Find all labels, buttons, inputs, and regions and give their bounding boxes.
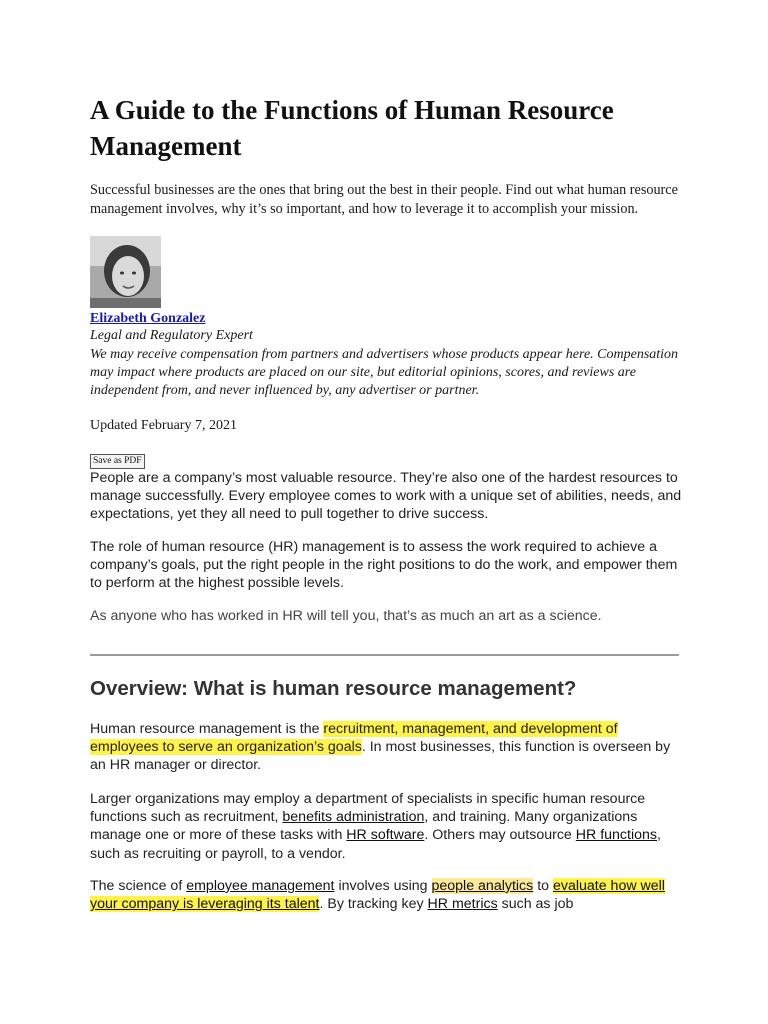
save-as-pdf-button[interactable]: Save as PDF (90, 454, 145, 469)
overview-paragraph-3 (90, 877, 682, 913)
employee-management-link[interactable]: employee management (186, 878, 335, 894)
p6-text-c: to (533, 878, 553, 894)
author-name-link[interactable]: Elizabeth Gonzalez (90, 311, 206, 326)
p6-text-a: The science of (90, 878, 187, 894)
hr-functions-link[interactable]: HR functions (575, 827, 657, 844)
body-paragraph-3: As anyone who has worked in HR will tell you, that’s as much an art as a science. (90, 608, 602, 624)
body-paragraph-1: People are a company’s most valuable resource. They’re also one of the hardest resources to manage successfully. Every employee comes to work with a unique set of abilities, needs, and expectations, yet they all need to pull together to drive success. (90, 470, 682, 522)
p4-text-after: . In most businesses, this function is overseen by an HR manager or director. (90, 739, 671, 774)
overview-paragraph-2 (90, 790, 682, 863)
benefits-administration-link[interactable]: benefits administration (282, 809, 425, 826)
overview-paragraph-1 (90, 720, 682, 775)
author-avatar (90, 236, 161, 308)
p5-text-c: . Others may outsource (424, 827, 576, 844)
people-analytics-link[interactable]: people analytics (431, 878, 534, 894)
section-divider (90, 654, 679, 656)
p6-text-b: involves using (334, 878, 432, 894)
author-portrait-image (90, 236, 161, 308)
hr-metrics-link[interactable]: HR metrics (427, 896, 498, 913)
hr-software-link[interactable]: HR software (346, 827, 425, 844)
page-title: A Guide to the Functions of Human Resource Management (90, 95, 614, 161)
p4-text-before: Human resource management is the (90, 721, 324, 737)
evaluate-talent-link[interactable]: evaluate how well your company is leveraging its talent (90, 878, 665, 913)
p6-text-d: . By tracking key (319, 896, 428, 913)
p5-text-d: , such as recruiting or payroll, to a vendor. (90, 827, 661, 862)
highlighted-definition: recruitment, management, and development of employees to serve an organization’s goals (90, 721, 618, 756)
author-role: Legal and Regulatory Expert (90, 328, 253, 343)
body-paragraph-2: The role of human resource (HR) management is to assess the work required to achieve a company’s goals, put the right people in the right positions to do the work, and empower them to perform at the highest possible levels. (90, 539, 678, 591)
p6-text-e: such as job (497, 896, 574, 913)
p5-text-a: Larger organizations may employ a department of specialists in specific human resource functions such as recruitment, (90, 791, 646, 826)
overview-heading: Overview: What is human resource management? (90, 677, 577, 700)
intro-paragraph: Successful businesses are the ones that bring out the best in their people. Find out what human resource management involves, why it’s so important, and how to leverage it to accomplish your mission. (90, 182, 678, 217)
p5-text-b: , and training. Many organizations manage one or more of these tasks with (90, 809, 638, 844)
affiliate-disclaimer: We may receive compensation from partners and advertisers whose products appear here. Compensation may impact where products are placed on our site, but editorial opinions, scores, and reviews are independent from, and never influenced by, any advertiser or partner. (90, 347, 679, 398)
updated-date: Updated February 7, 2021 (90, 418, 237, 433)
